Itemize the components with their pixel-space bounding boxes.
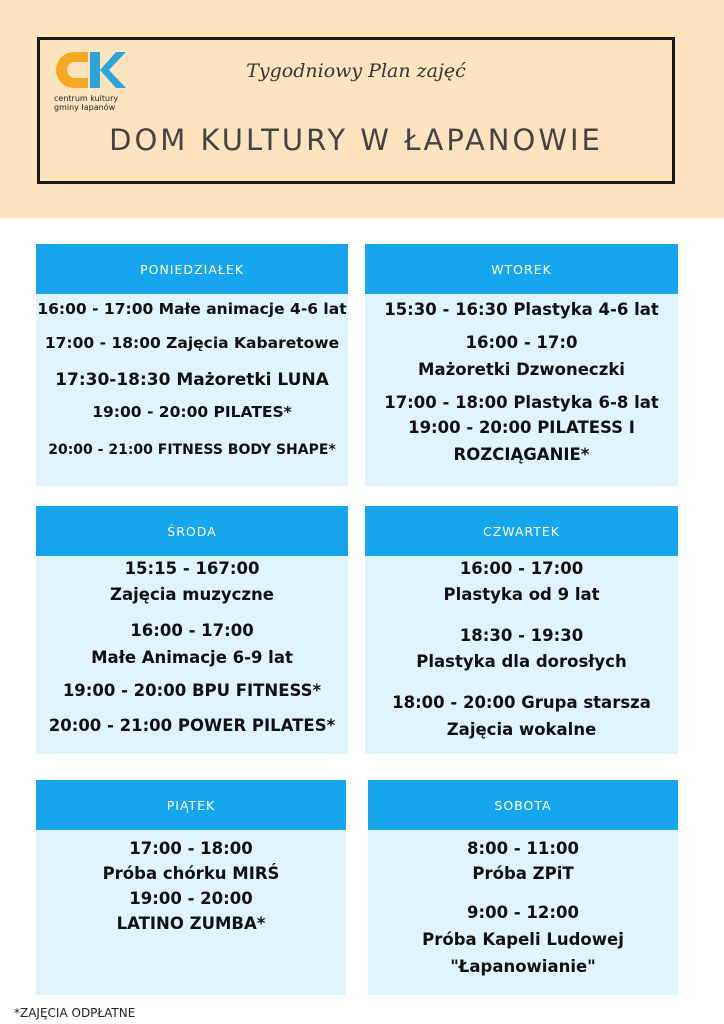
schedule-line: "Łapanowianie" [450,957,596,976]
schedule-line: Małe Animacje 6-9 lat [91,648,293,667]
schedule-line: 16:00 - 17:00 Małe animacje 4-6 lat [37,300,347,318]
schedule-line: 19:00 - 20:00 PILATESS I [408,418,635,437]
schedule-line: LATINO ZUMBA* [116,914,266,933]
day-header-saturday: SOBOTA [368,780,678,830]
day-card-saturday [368,780,678,995]
schedule-line: Mażoretki Dzwoneczki [418,360,625,379]
day-header-monday: PONIEDZIAŁEK [36,244,348,294]
schedule-line: 20:00 - 21:00 FITNESS BODY SHAPE* [48,442,336,458]
schedule-line: 19:00 - 20:00 PILATES* [92,403,292,421]
schedule-line: Próba ZPiT [472,864,574,883]
day-header-tuesday: WTOREK [365,244,678,294]
schedule-line: 17:30-18:30 Mażoretki LUNA [55,370,329,390]
schedule-line: 16:00 - 17:00 [130,621,254,640]
page-title: DOM KULTURY W ŁAPANOWIE [109,123,603,157]
day-card-wednesday [36,506,348,754]
header-frame [37,37,675,184]
day-card-tuesday [365,244,678,486]
schedule-line: Plastyka dla dorosłych [416,652,627,671]
day-card-friday [36,780,346,995]
day-header-friday: PIĄTEK [36,780,346,830]
schedule-line: Plastyka od 9 lat [443,585,600,604]
schedule-line: Zajęcia muzyczne [110,585,274,604]
schedule-line: ROZCIĄGANIE* [453,445,590,464]
schedule-line: 17:00 - 18:00 Zajęcia Kabaretowe [44,334,340,352]
schedule-line: 19:00 - 20:00 BPU FITNESS* [62,681,322,700]
schedule-line: 18:30 - 19:30 [459,626,584,645]
schedule-line: 15:15 - 167:00 [124,559,260,578]
schedule-line: Zajęcia wokalne [446,720,597,739]
schedule-line: 19:00 - 20:00 [129,889,253,908]
schedule-line: 8:00 - 11:00 [467,839,579,858]
schedule-line: 17:00 - 18:00 [129,839,253,858]
day-header-wednesday: ŚRODA [36,506,348,556]
plan-subtitle: Tygodniowy Plan zajęć [246,60,466,82]
schedule-line: 9:00 - 12:00 [467,903,579,922]
schedule-line: 16:00 - 17:0 [465,333,578,352]
logo-text-line1: centrum kultury [54,94,119,103]
schedule-line: 20:00 - 21:00 POWER PILATES* [48,716,336,735]
ck-logo [54,48,144,118]
schedule-line: 18:00 - 20:00 Grupa starsza [392,693,651,712]
schedule-line: Próba Kapeli Ludowej [422,930,624,949]
day-header-thursday: CZWARTEK [365,506,678,556]
day-card-monday [36,244,348,486]
schedule-line: Próba chórku MIRŚ [102,864,280,883]
schedule-line: 16:00 - 17:00 [459,559,584,578]
logo-text-line2: gminy łapanów [54,103,116,112]
schedule-line: 15:30 - 16:30 Plastyka 4-6 lat [384,300,659,319]
footnote-paid-classes: *ZAJĘCIA ODPŁATNE [14,1006,136,1020]
day-card-thursday [365,506,678,754]
schedule-line: 17:00 - 18:00 Plastyka 6-8 lat [384,393,659,412]
